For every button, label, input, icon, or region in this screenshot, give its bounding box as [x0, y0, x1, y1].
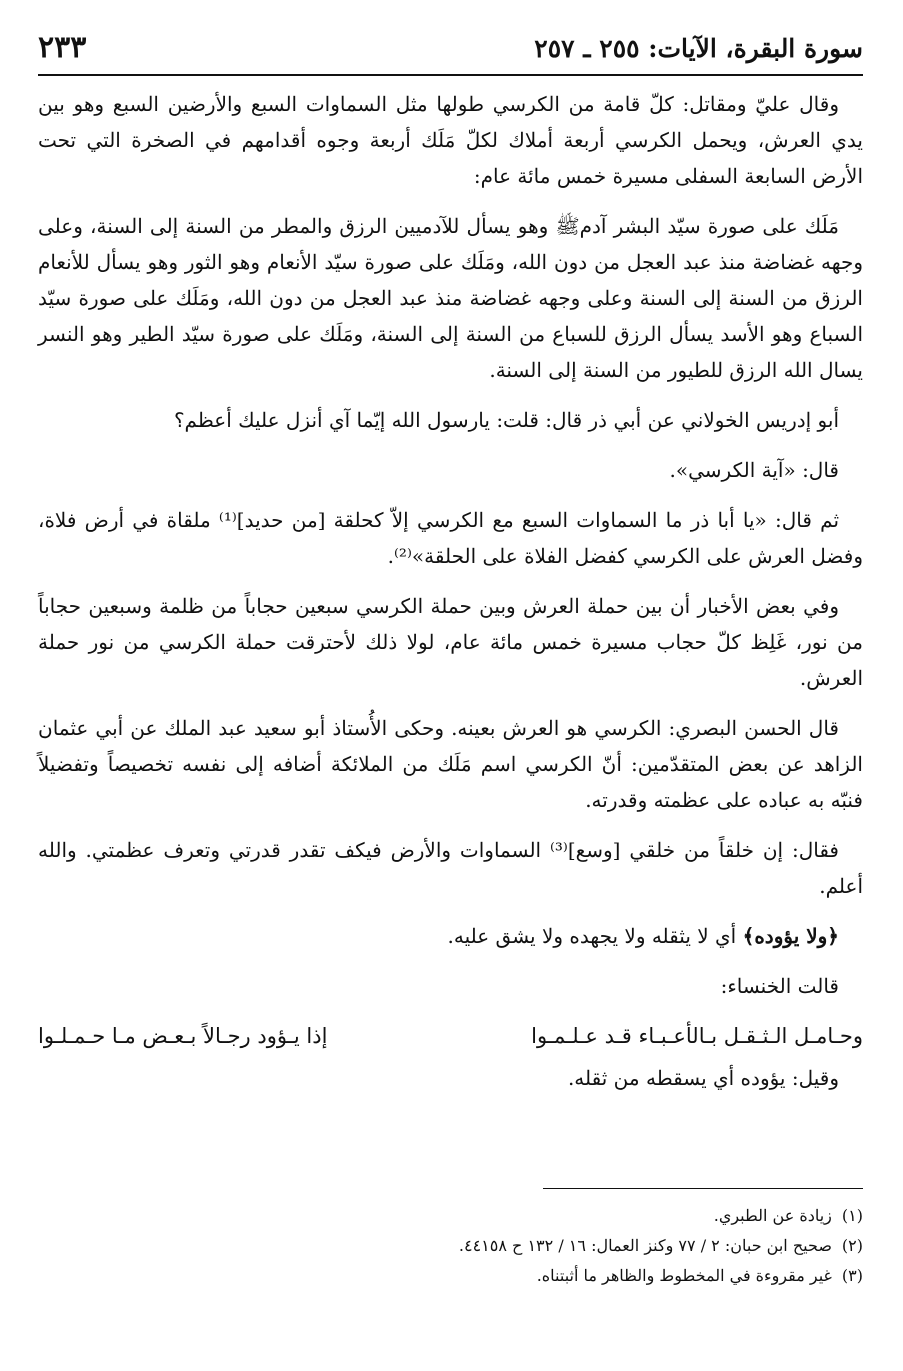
page-number: ٢٣٣ [38, 30, 87, 65]
paragraph-ali-muqatil: وقال عليّ ومقاتل: كلّ قامة من الكرسي طولها مثل السماوات السبع والأرضين السبع وهو بين يدي العرش، ويحمل الكرسي أربعة أملاك لكلّ مَلَك أربعة وجوه أقدامهم في الصخرة التي تحت الأرض السابعة السفلى مسيرة خمس مائة عام: [38, 92, 863, 188]
footnote-2 [38, 1231, 863, 1261]
khansa-intro: قالت الخنساء: [720, 974, 839, 998]
verse-explanation: أي لا يثقله ولا يجهده ولا يشق عليه. [447, 924, 737, 948]
footnote-number: (٢) [841, 1236, 863, 1255]
closing-line: وقيل: يؤوده أي يسقطه من ثقله. [567, 1066, 839, 1090]
footnote-1 [38, 1201, 863, 1231]
paragraph-abu-idris: أبو إدريس الخولاني عن أبي ذر قال: قلت: يارسول الله إيّما آي أنزل عليك أعظم؟ [173, 408, 839, 432]
footnotes [38, 1188, 863, 1291]
footnote-number: (٣) [841, 1266, 863, 1285]
poem-second-hemistich: إذا يـؤود رجـالاً بـعـض مـا حـمـلـوا [38, 1024, 328, 1048]
poem-first-hemistich: وحـامـل الـثـقـل بـالأعـبـاء قـد عـلـمـوا [531, 1024, 863, 1048]
footnote-divider [543, 1188, 863, 1189]
poem-verse [38, 1018, 863, 1054]
footnote-number: (١) [841, 1206, 863, 1225]
paragraph-four-angels: مَلَك على صورة سيّد البشر آدمﷺ وهو يسأل للآدميين الرزق والمطر من السنة إلى السنة، وعلى وجهه غضاضة منذ عبد العجل من دون الله، ومَلَك على صورة سيّد الأنعام وهو الثور وهو يسأل للأنعام الرزق من السنة إلى السنة وعلى وجهه غضاضة منذ عبد العجل من دون الله، ومَلَك على صورة سيّد السباع وهو الأسد يسأل الرزق للسباع من السنة إلى السنة، ومَلَك على صورة سيّد الطير وهو النسر يسال الله الرزق للطيور من السنة إلى السنة. [38, 214, 863, 382]
footnote-text: صحيح ابن حبان: ٢ / ٧٧ وكنز العمال: ١٦ / ١٣٢ ح ٤٤١٥٨. [458, 1236, 832, 1255]
quran-verse: ﴿ولا يؤوده﴾ [742, 924, 839, 948]
running-header [38, 30, 863, 76]
footnote-text: غير مقروءة في المخطوط والظاهر ما أثبتناه. [536, 1266, 832, 1285]
paragraph-hasan-basri: قال الحسن البصري: الكرسي هو العرش بعينه. وحكى الأُستاذ أبو سعيد عبد الملك عن أبي عثمان الزاهد عن بعض المتقدّمين: أنّ الكرسي اسم مَلَك من الملائكة أضافه إلى نفسه تخصيصاً وتفضيلاً فنبّه به عباده على عظمته وقدرته. [38, 716, 863, 812]
header-title: سورة البقرة، الآيات: ٢٥٥ ـ ٢٥٧ [534, 34, 863, 63]
footnote-text: زيادة عن الطبري. [713, 1206, 832, 1225]
quran-verse-line [38, 918, 863, 954]
paragraph-creation: فقال: إن خلقاً من خلقي [وسع]⁽³⁾ السماوات والأرض فيكف تقدر قدرتي وتعرف عظمتي. والله أعلم. [38, 838, 863, 898]
paragraph-veils: وفي بعض الأخبار أن بين حملة العرش وبين حملة الكرسي سبعين حجاباً من ظلمة وسبعين حجاباً من نور، غَلِظ كلّ حجاب مسيرة خمس مائة عام، لولا ذلك لأحترقت حملة الكرسي من نور حملة العرش. [38, 594, 863, 690]
paragraph-ayat-al-kursi: قال: «آية الكرسي». [669, 458, 839, 482]
paragraph-abu-dharr-hadith: ثم قال: «يا أبا ذر ما السماوات السبع مع الكرسي إلاّ كحلقة [من حديد]⁽¹⁾ ملقاة في أرض فلاة، وفضل العرش على الكرسي كفضل الفلاة على الحلقة»⁽²⁾. [38, 508, 863, 568]
footnote-3 [38, 1261, 863, 1291]
page-body [38, 76, 863, 1096]
